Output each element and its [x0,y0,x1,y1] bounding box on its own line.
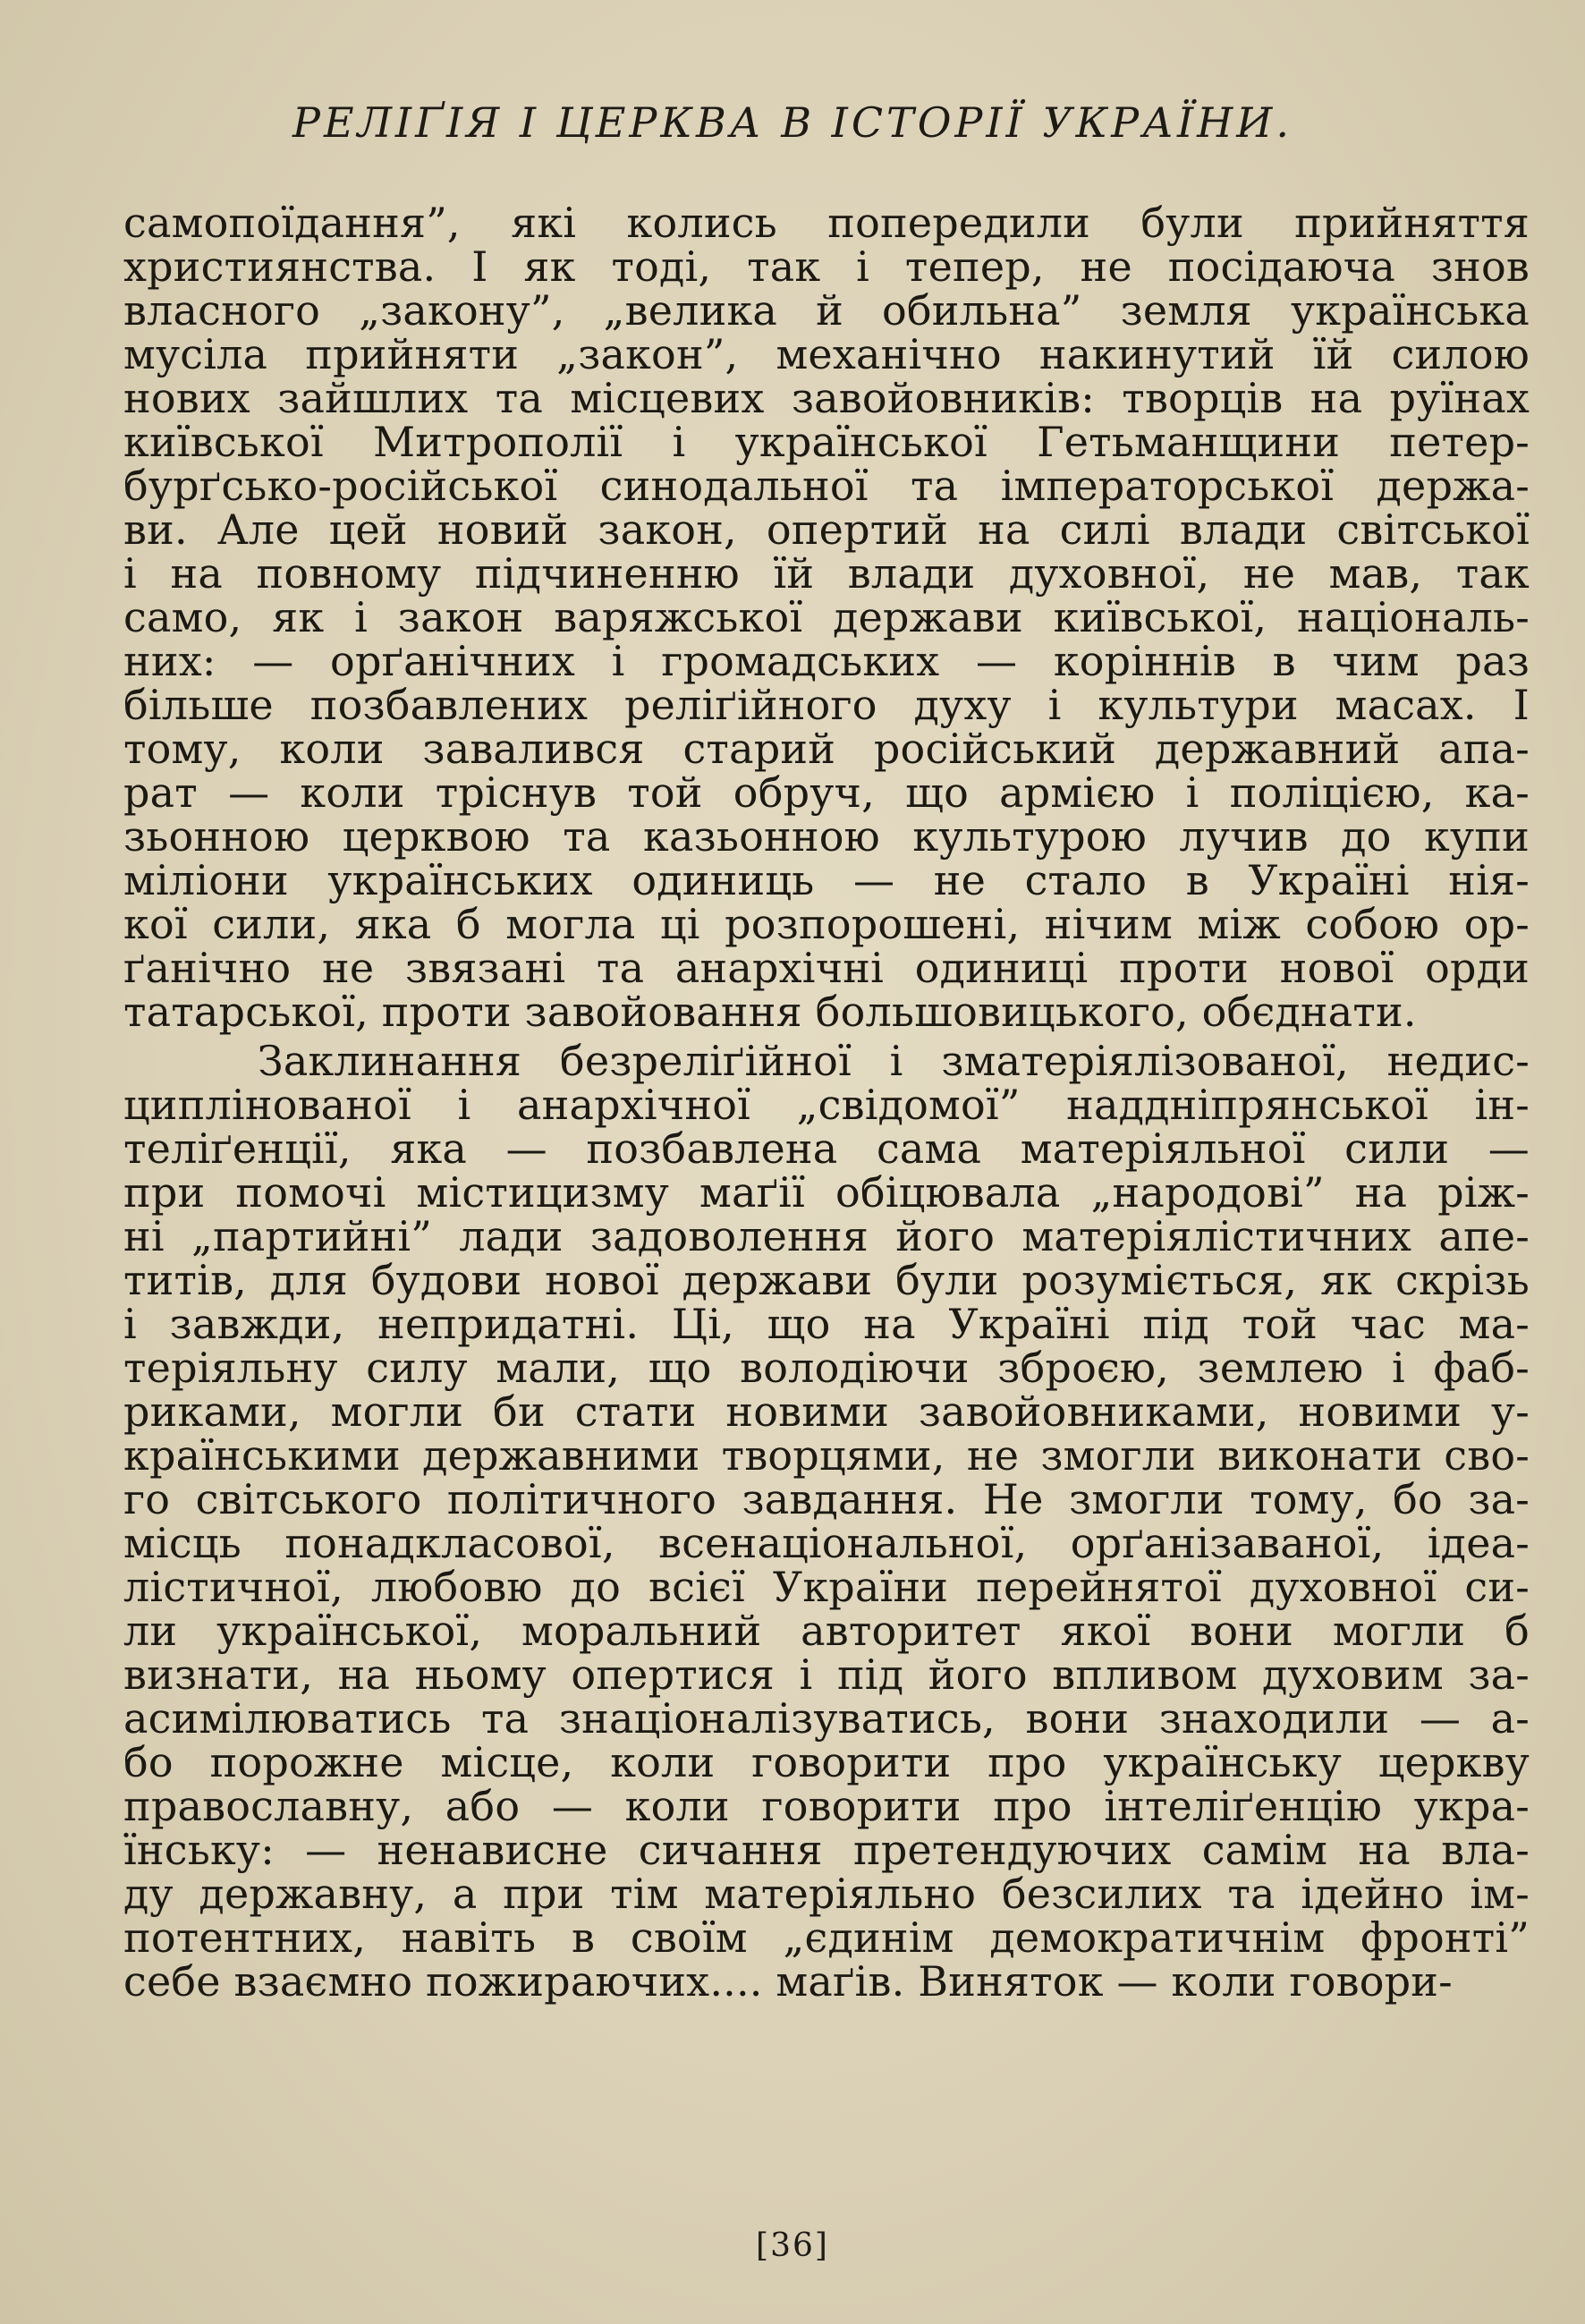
body-text [123,201,1530,2004]
text-line: ґанічно не звязані та анархічні одиниці проти нової орди [123,944,1530,992]
text-line: теліґенції, яка — позбавлена сама матеріяльної сили — [123,1124,1530,1173]
text-line: київської Митрополії і української Гетьманщини петер- [123,418,1530,466]
text-line: православну, або — коли говорити про інтеліґенцію укра- [123,1782,1530,1830]
text-line: риками, могли би стати новими завойовниками, новими у- [123,1387,1530,1436]
text-line: ли української, моральний авторитет якої вони могли б [123,1607,1530,1655]
text-line: християнства. І як тоді, так і тепер, не посідаюча знов [123,242,1530,291]
text-line: Заклинання безреліґійної і зматеріялізованої, недис- [258,1037,1530,1085]
text-line: самопоїдання”, які колись попередили були прийняття [123,199,1530,247]
text-line: мусіла прийняти „закон”, механічно накинутий їй силою [123,330,1530,378]
text-line: і завжди, непридатні. Ці, що на Україні під той час ма- [123,1300,1530,1348]
text-line: титів, для будови нової держави були розуміється, як скрізь [123,1256,1530,1304]
text-line: країнськими державними творцями, не змогли виконати сво- [123,1431,1530,1480]
text-line: визнати, на ньому опертися і під його впливом духовим за- [123,1650,1530,1699]
text-line: рат — коли тріснув той обруч, що армією і поліцією, ка- [123,768,1530,817]
text-line: го світського політичного завдання. Не змогли тому, бо за- [123,1475,1530,1523]
text-line: циплінованої і анархічної „свідомої” наддніпрянської ін- [123,1081,1530,1129]
text-line: бурґсько-російської синодальної та імператорської держа- [123,462,1530,510]
text-line: ви. Але цей новий закон, опертий на силі влади світської [123,505,1530,554]
text-line: асимілюватись та знаціоналізуватись, вони знаходили — а- [123,1694,1530,1743]
page-number: [36] [756,2227,829,2264]
text-line: при помочі містицизму маґії обіцювала „народові” на ріж- [123,1168,1530,1217]
text-line: теріяльну силу мали, що володіючи зброєю, землею і фаб- [123,1344,1530,1392]
text-line: міліони українських одиниць — не стало в Україні нія- [123,856,1530,904]
paragraph-1 [123,201,1530,1034]
text-line: і на повному підчиненню їй влади духовної, не мав, так [123,549,1530,598]
text-line: власного „закону”, „велика й обильна” земля українська [123,286,1530,335]
text-line: себе взаємно пожираючих.... маґів. Виняток — коли говори- [123,1957,1453,2006]
text-line: само, як і закон варяжської держави київської, національ- [123,593,1530,641]
text-line: місць понадкласової, всенаціональної, орґанізаваної, ідеа- [123,1519,1530,1567]
paragraph-2 [123,1039,1530,2004]
text-line: бо порожне місце, коли говорити про українську церкву [123,1738,1530,1786]
text-line: ду державну, а при тім матеріяльно безсилих та ідейно ім- [123,1870,1530,1918]
text-line: ні „партийні” лади задоволення його матеріялістичних апе- [123,1212,1530,1260]
text-line: тому, коли завалився старий російський державний апа- [123,725,1530,773]
text-line: кої сили, яка б могла ці розпорошені, нічим між собою ор- [123,900,1530,948]
text-line: них: — орґанічних і громадських — коріннів в чим раз [123,637,1530,685]
running-header: РЕЛІҐІЯ І ЦЕРКВА В ІСТОРІЇ УКРАЇНИ. [292,98,1293,147]
text-line: нових зайшлих та місцевих завойовників: творців на руїнах [123,374,1530,422]
text-line: потентних, навіть в своїм „єдинім демократичнім фронті” [123,1913,1530,1962]
text-line: більше позбавлених реліґійного духу і культури масах. І [123,681,1530,729]
text-line: татарської, проти завойовання большовицького, обєднати. [123,988,1417,1036]
text-line: зьонною церквою та казьонною культурою лучив до купи [123,812,1530,861]
text-line: лістичної, любовю до всієї України перейнятої духовної си- [123,1563,1530,1611]
text-line: їнську: — ненависне сичання претендуючих самім на вла- [123,1826,1530,1874]
